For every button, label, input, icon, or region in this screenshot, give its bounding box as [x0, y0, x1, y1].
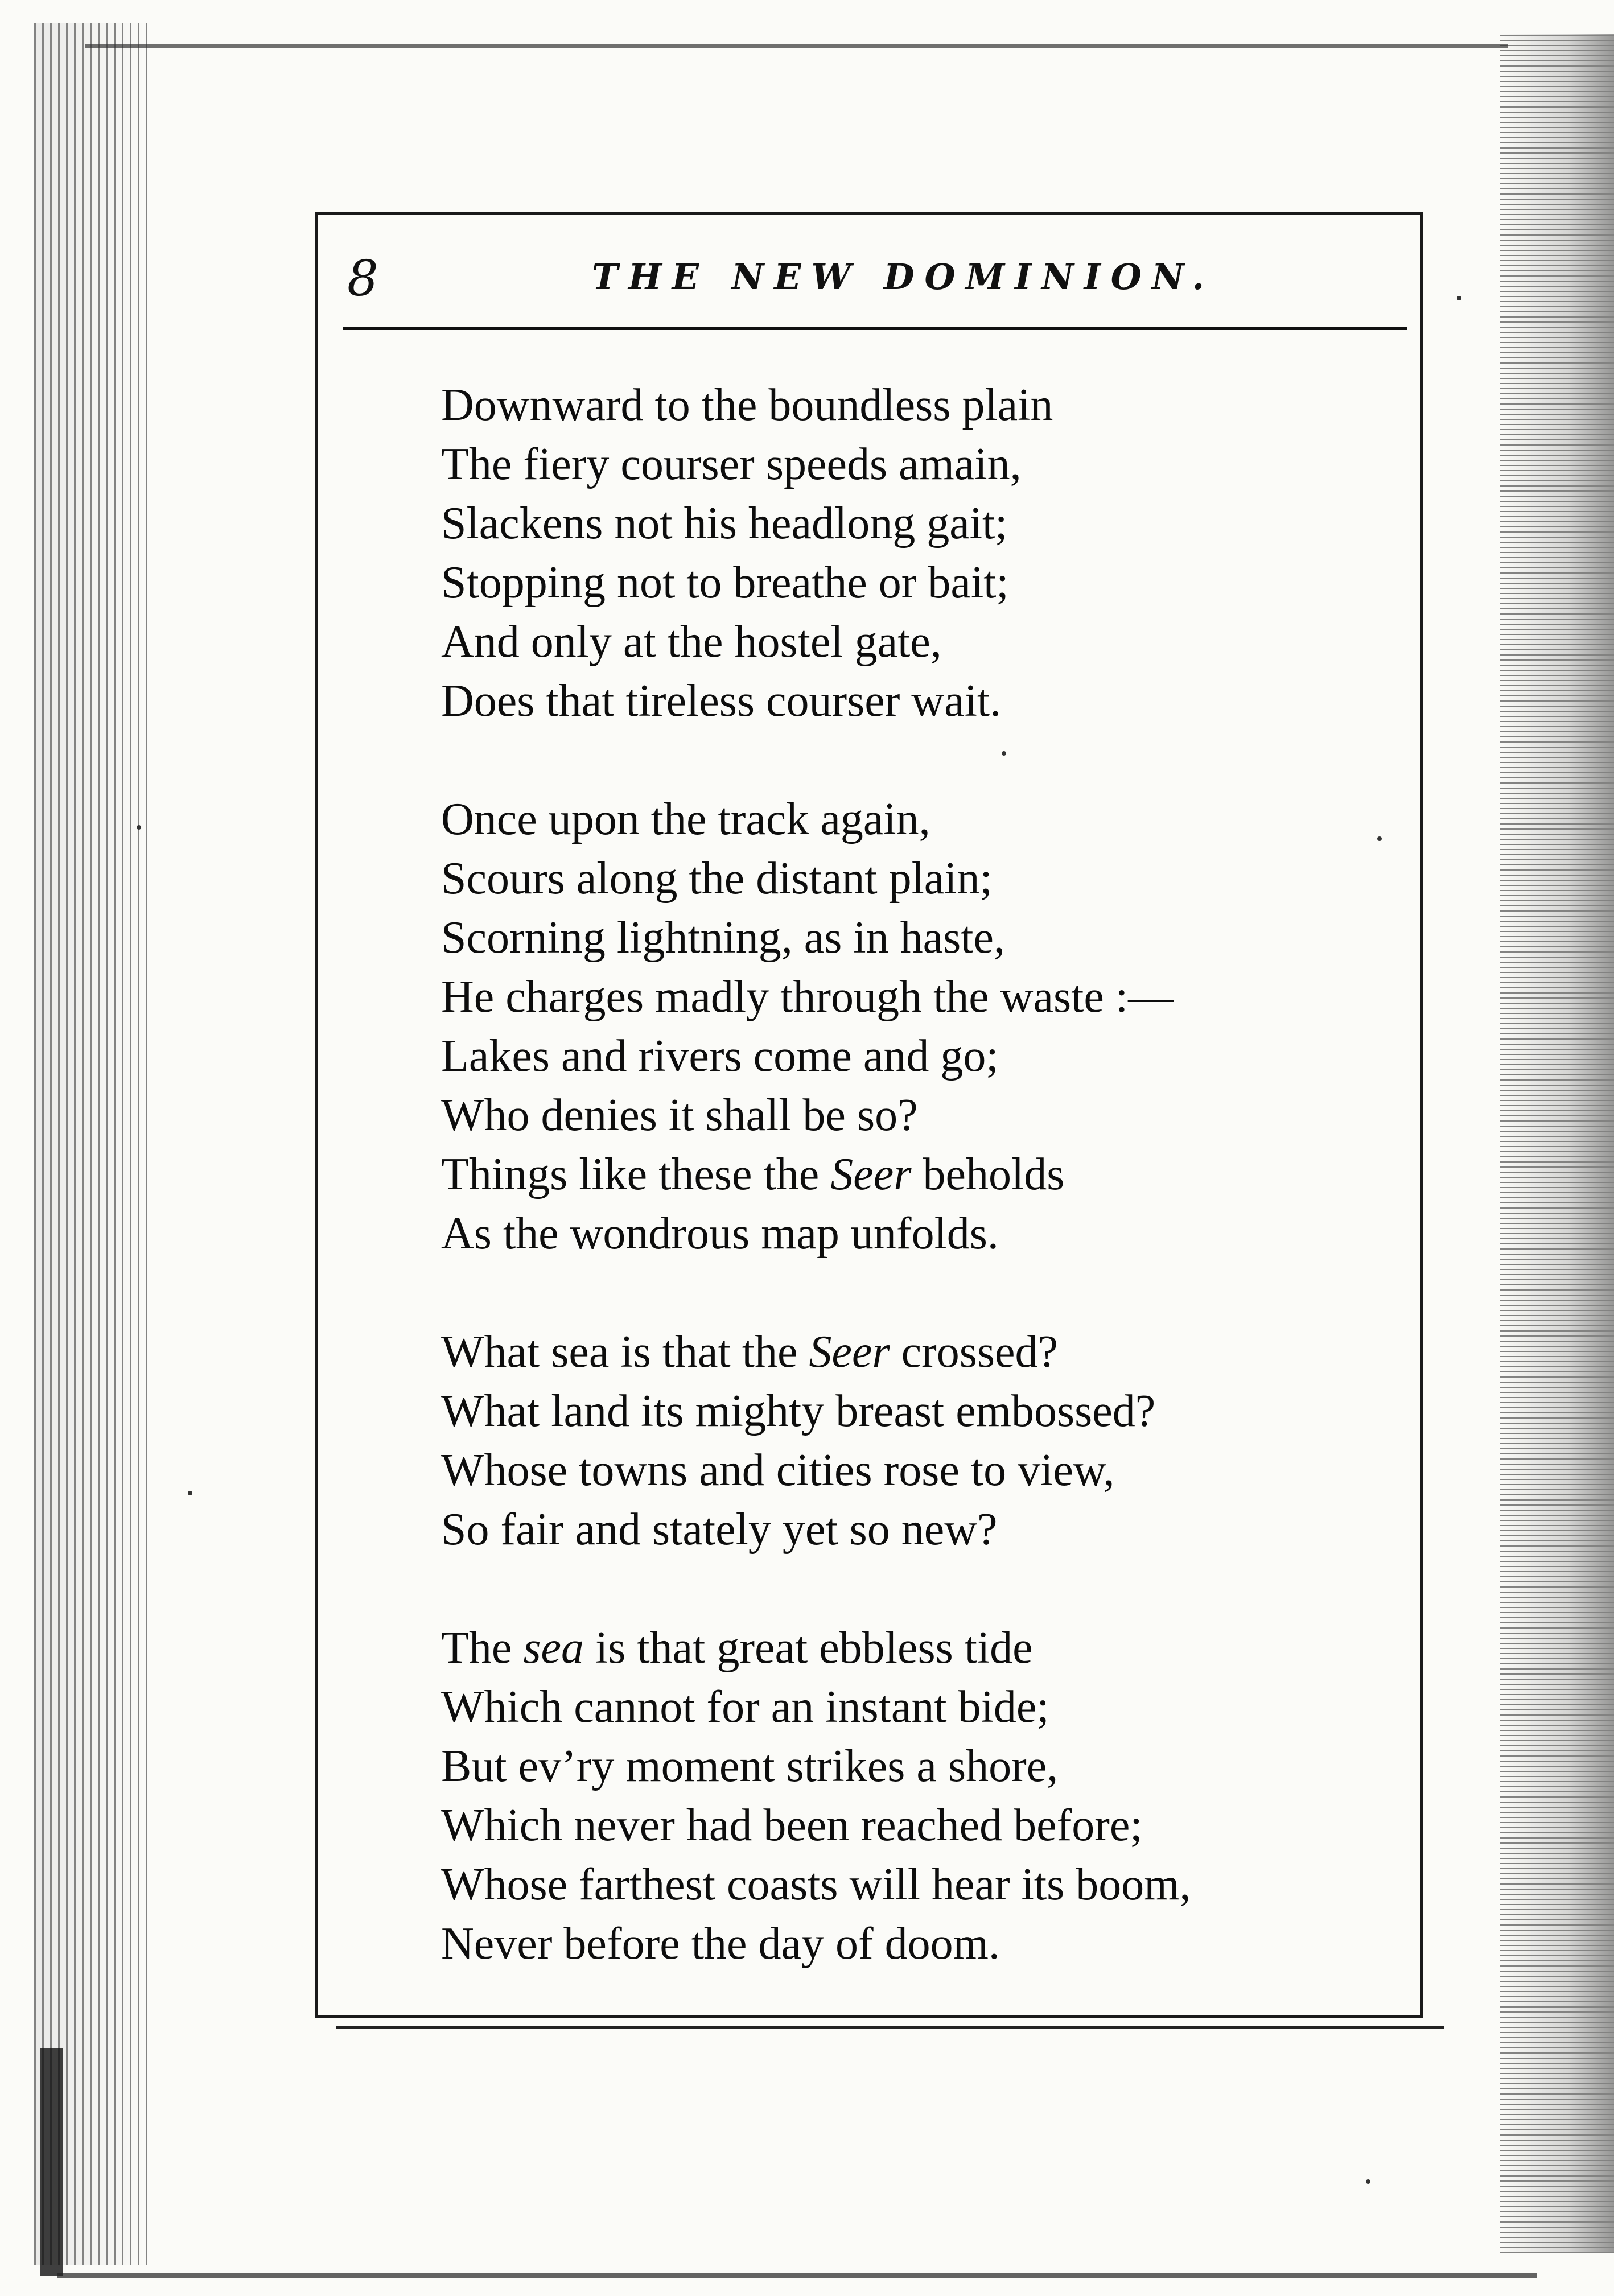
- line-text: The fiery courser speeds amain,: [441, 439, 1022, 489]
- line-text: Never before the day of doom.: [441, 1919, 1000, 1969]
- line-text: Whose farthest coasts will hear its boom,: [441, 1860, 1191, 1910]
- top-page-edge: [85, 44, 1508, 48]
- line-text: What land its mighty breast embossed?: [441, 1386, 1156, 1436]
- poem-line: [441, 1677, 1409, 1737]
- poem-line: [441, 1322, 1409, 1382]
- poem-line: [441, 1441, 1409, 1500]
- scan-speck: [188, 1491, 192, 1495]
- poem-line: [441, 908, 1409, 967]
- line-text: Lakes and rivers come and go;: [441, 1031, 999, 1081]
- poem-line: [441, 1618, 1409, 1677]
- page-number: 8: [347, 250, 378, 307]
- line-text: Which cannot for an instant bide;: [441, 1682, 1049, 1732]
- poem-line: [441, 376, 1409, 435]
- line-text: Does that tireless courser wait.: [441, 676, 1002, 726]
- stanza: [441, 1618, 1409, 1973]
- poem-line: [441, 967, 1409, 1027]
- line-text: What sea is that the: [441, 1327, 809, 1377]
- line-text: Once upon the track again,: [441, 794, 930, 844]
- poem-line: [441, 1796, 1409, 1855]
- line-text: Scorning lightning, as in haste,: [441, 913, 1006, 963]
- poem-line: [441, 1737, 1409, 1796]
- poem-line: [441, 1086, 1409, 1145]
- scan-speck: [1366, 2179, 1370, 2184]
- line-text: Whose towns and cities rose to view,: [441, 1445, 1115, 1495]
- line-text: Downward to the boundless plain: [441, 380, 1053, 430]
- poem-line: [441, 435, 1409, 494]
- line-text: The: [441, 1623, 524, 1673]
- bottom-page-edge: [57, 2273, 1537, 2278]
- poem-line: [441, 1204, 1409, 1263]
- scan-speck: [137, 825, 141, 830]
- line-text: crossed?: [890, 1327, 1059, 1377]
- line-text: He charges madly through the waste :—: [441, 972, 1174, 1022]
- stanza: [441, 1322, 1409, 1559]
- line-text: Which never had been reached before;: [441, 1800, 1143, 1850]
- stanza: [441, 790, 1409, 1263]
- line-text: Stopping not to breathe or bait;: [441, 558, 1009, 608]
- poem-line: [441, 1500, 1409, 1559]
- line-text: But ev’ry moment strikes a shore,: [441, 1741, 1059, 1791]
- scan-speck: [1002, 751, 1006, 756]
- poem-line: [441, 1145, 1409, 1204]
- scan-speck: [1457, 296, 1461, 300]
- header-rule: [343, 327, 1407, 330]
- line-text: Slackens not his headlong gait;: [441, 498, 1008, 549]
- poem-line: [441, 671, 1409, 731]
- line-text: And only at the hostel gate,: [441, 617, 942, 667]
- line-text: Things like these the: [441, 1149, 831, 1199]
- italic-word: Seer: [830, 1149, 912, 1199]
- poem-line: [441, 1027, 1409, 1086]
- poem-line: [441, 1855, 1409, 1914]
- line-text: So fair and stately yet so new?: [441, 1504, 998, 1555]
- poem-body: [441, 376, 1409, 2033]
- book-left-edge: [34, 23, 148, 2265]
- book-right-edge: [1500, 34, 1614, 2253]
- scan-speck: [1377, 836, 1382, 841]
- poem-line: [441, 1382, 1409, 1441]
- poem-line: [441, 553, 1409, 612]
- poem-line: [441, 612, 1409, 671]
- stanza: [441, 376, 1409, 731]
- poem-line: [441, 1914, 1409, 1973]
- line-text: beholds: [911, 1149, 1065, 1199]
- poem-line: [441, 494, 1409, 553]
- italic-word: sea: [523, 1623, 584, 1673]
- page-title: THE NEW DOMINION.: [592, 256, 1215, 298]
- poem-line: [441, 849, 1409, 908]
- poem-line: [441, 790, 1409, 849]
- line-text: As the wondrous map unfolds.: [441, 1209, 999, 1259]
- italic-word: Seer: [809, 1327, 890, 1377]
- line-text: Who denies it shall be so?: [441, 1090, 918, 1140]
- line-text: Scours along the distant plain;: [441, 854, 993, 904]
- running-head: [341, 250, 1411, 319]
- book-binding-shadow: [40, 2048, 63, 2276]
- line-text: is that great ebbless tide: [584, 1623, 1033, 1673]
